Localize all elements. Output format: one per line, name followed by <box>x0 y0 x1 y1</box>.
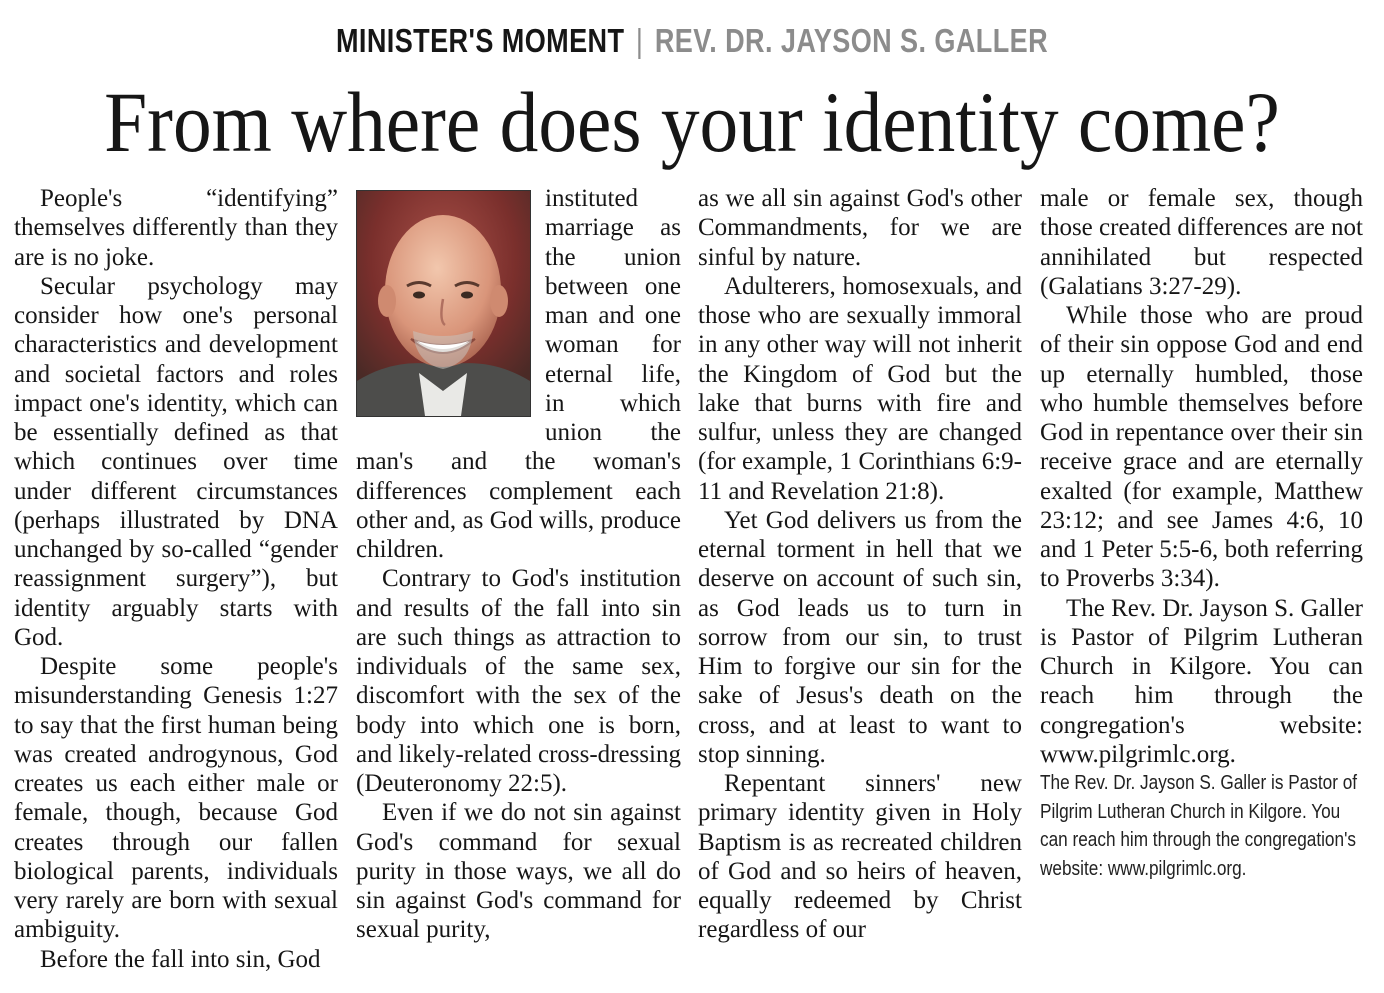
paragraph: Despite some people's misunderstanding Genesis 1:27 to say that the first human being was created androgynous, God creates us each either male or female, though, because God creates through our fallen biological parents, individuals very rarely are born with sexual ambiguity. <box>14 653 338 944</box>
author-bio: The Rev. Dr. Jayson S. Galler is Pastor of Pilgrim Lutheran Church in Kilgore. You can reach him through the congregation's website: www.pilgrimlc.org. <box>1040 772 1358 880</box>
article-column-4 <box>1040 184 1363 883</box>
article-column-1 <box>14 184 338 974</box>
paragraph: People's “identifying” themselves differently than they are is no joke. <box>14 185 338 271</box>
paragraph: Secular psychology may consider how one's personal characteristics and development and societal factors and roles impact one's identity, which can be essentially defined as that which continues over time under different circumstances (perhaps illustrated by DNA unchanged by so-called “gender reassignment surgery”), but identity arguably starts with God. <box>14 272 338 651</box>
paragraph: Before the fall into sin, God <box>40 945 321 973</box>
paragraph: as we all sin against God's other Commandments, for we are sinful by nature. <box>698 185 1022 271</box>
article-column-2 <box>356 184 681 945</box>
headline: From where does your identity come? <box>104 74 1280 170</box>
byline-author: REV. DR. JAYSON S. GALLER <box>654 22 1049 59</box>
paragraph: Yet God delivers us from the eternal torment in hell that we deserve on account of such sin, as God leads us to turn in sorrow from our sin, to trust Him to forgive our sin for the sake of Jesus's death on the cross, and at least to want to stop sinning. <box>698 506 1022 768</box>
paragraph: The Rev. Dr. Jayson S. Galler is Pastor of Pilgrim Lutheran Church in Kilgore. You can reach him through the congregation's website: www.pilgrimlc.org. <box>1040 594 1363 768</box>
kicker-label: MINISTER'S MOMENT <box>335 22 625 59</box>
paragraph: Contrary to God's institution and results of the fall into sin are such things as attraction to individuals of the same sex, discomfort with the sex of the body into which one is born, and likely-related cross-dressing (Deuteronomy 22:5). <box>356 565 681 797</box>
paragraph: Adulterers, homosexuals, and those who are sexually immoral in any other way will not inherit the Kingdom of God but the lake that burns with fire and sulfur, unless they are changed (for example, 1 Corinthians 6:9-11 and Revelation 21:8). <box>698 272 1022 505</box>
paragraph: While those who are proud of their sin oppose God and end up eternally humbled, those who humble themselves before God in repentance over their sin receive grace and are eternally exalted (for example, Matthew 23:12; and see James 4:6, 10 and 1 Peter 5:5-6, both referring to Proverbs 3:34). <box>1040 302 1363 593</box>
paragraph: male or female sex, though those created differences are not annihilated but respected (Galatians 3:27-29). <box>1040 185 1363 300</box>
section-kicker <box>125 22 1260 60</box>
paragraph: instituted marriage as the union between one man and one woman for eternal life, in which union the man's and the woman's differences complement each other and, as God wills, produce children. <box>356 185 681 563</box>
paragraph: Even if we do not sin against God's command for sexual purity in those ways, we all do sin against God's command for sexual purity, <box>356 799 681 944</box>
article-column-3 <box>698 184 1022 945</box>
kicker-separator: | <box>635 22 644 59</box>
author-photo <box>356 190 531 417</box>
portrait-photo-icon <box>357 191 530 416</box>
paragraph: Repentant sinners' new primary identity given in Holy Baptism is as recreated children of God and so heirs of heaven, equally redeemed by Christ regardless of our <box>698 770 1022 944</box>
